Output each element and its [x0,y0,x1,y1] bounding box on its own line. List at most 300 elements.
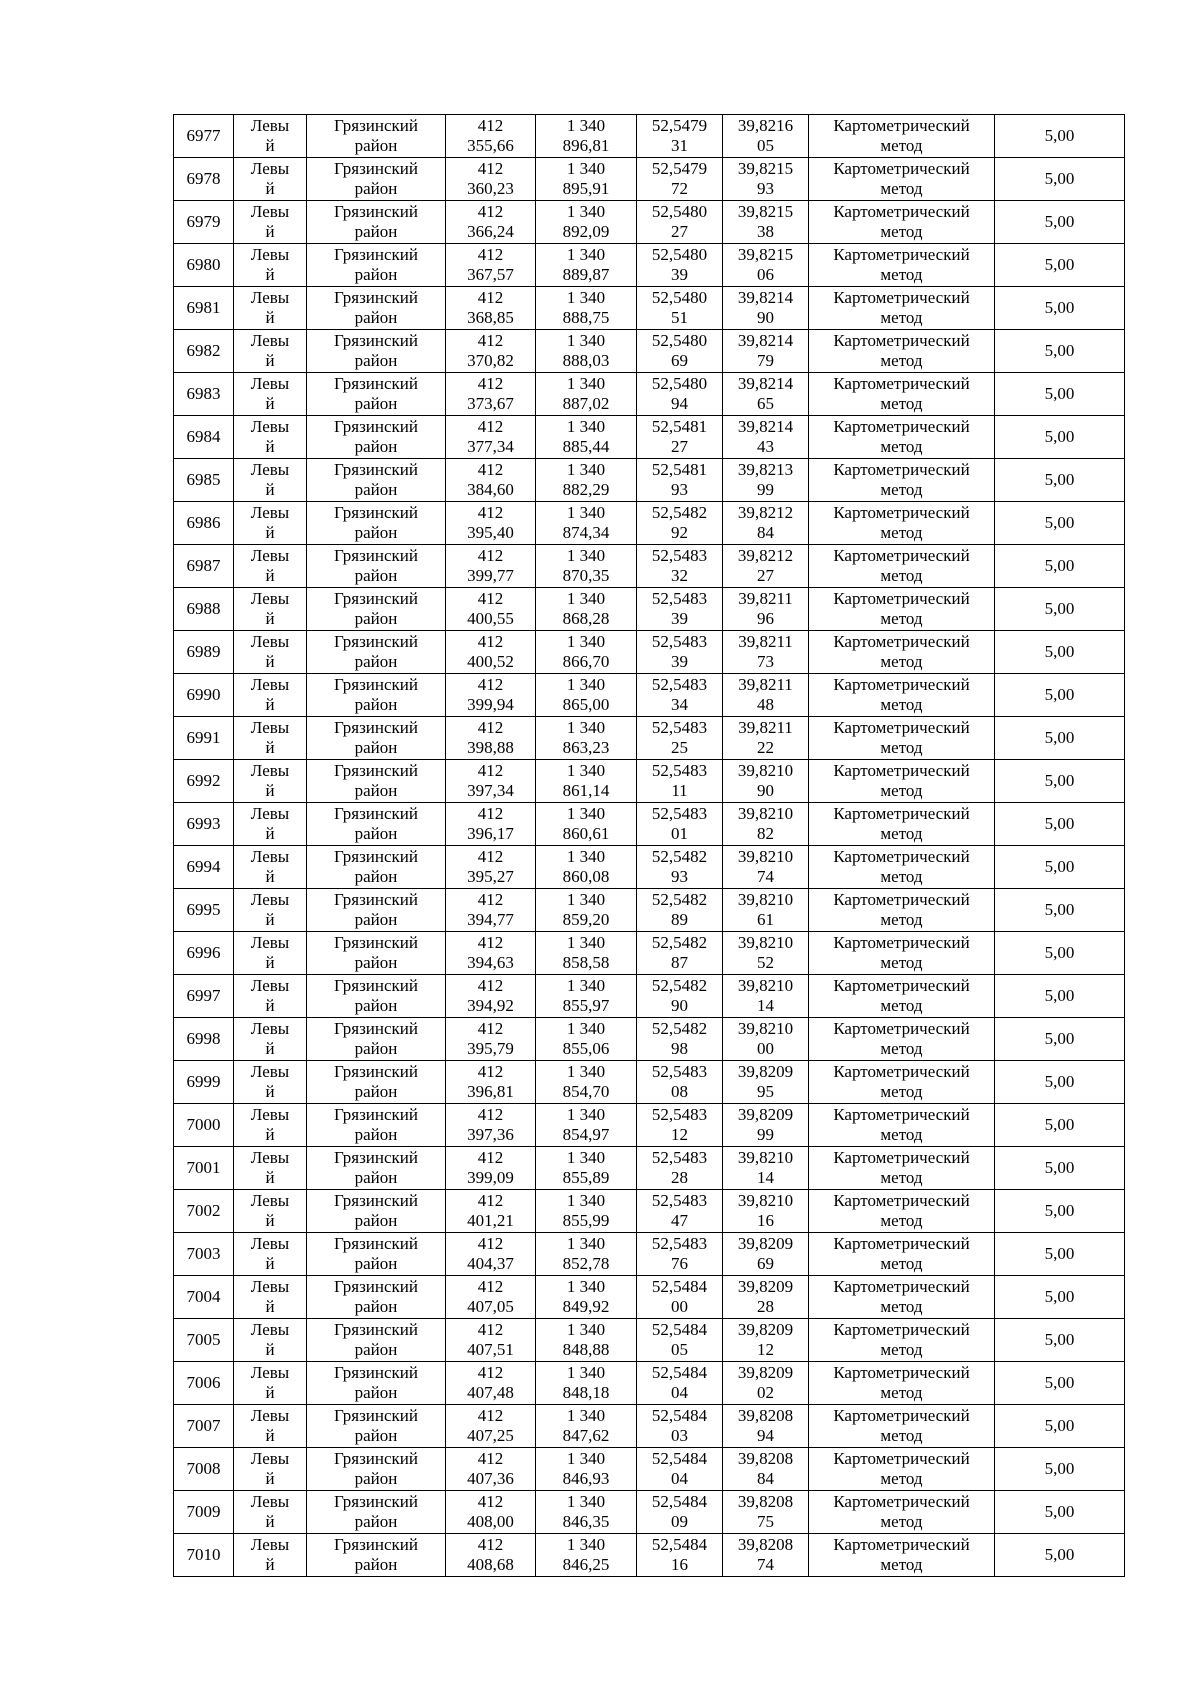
accuracy-cell: 5,00 [995,932,1125,975]
district-cell [307,846,446,889]
longitude-cell-line: 79 [757,351,774,370]
method-cell-line: Картометрический [833,202,970,221]
method-cell-line: Картометрический [833,546,970,565]
coord-x-cell [446,588,536,631]
coord-y-cell-line: 885,44 [562,437,610,456]
method-cell-line: метод [880,738,923,757]
longitude-cell [723,1319,809,1362]
longitude-cell-line: 65 [757,394,774,413]
bank-side-cell [234,1233,307,1276]
method-cell [809,1319,995,1362]
latitude-cell-line: 52,5483 [651,761,708,780]
coord-y-cell-line: 855,99 [562,1211,610,1230]
bank-side-cell [234,1104,307,1147]
coord-x-cell-line: 407,05 [467,1297,514,1316]
method-cell-line: Картометрический [833,890,970,909]
latitude-cell-line: 52,5484 [651,1449,708,1468]
district-cell [307,1448,446,1491]
coord-x-cell-line: 355,66 [467,136,514,155]
accuracy-cell: 5,00 [995,244,1125,287]
bank-side-cell [234,975,307,1018]
method-cell [809,932,995,975]
latitude-cell-line: 52,5480 [651,374,708,393]
accuracy-cell: 5,00 [995,158,1125,201]
district-cell [307,631,446,674]
method-cell-line: Картометрический [833,1449,970,1468]
accuracy-cell: 5,00 [995,889,1125,932]
coord-x-cell [446,1104,536,1147]
latitude-cell [637,1147,723,1190]
method-cell [809,717,995,760]
longitude-cell [723,760,809,803]
coord-y-cell-line: 860,61 [562,824,610,843]
coord-x-cell-line: 401,21 [467,1211,514,1230]
latitude-cell [637,459,723,502]
latitude-cell-line: 32 [671,566,688,585]
table-row [174,760,1125,803]
method-cell [809,115,995,158]
coord-x-cell [446,201,536,244]
bank-side-cell-line: й [265,1469,275,1488]
longitude-cell-line: 39,8210 [737,933,794,952]
bank-side-cell-line: Левы [250,933,290,952]
bank-side-cell [234,502,307,545]
coord-x-cell-line: 412 [477,1449,504,1468]
longitude-cell [723,1276,809,1319]
coord-y-cell-line: 1 340 [566,503,606,522]
coord-x-cell-line: 394,92 [467,996,514,1015]
coord-x-cell [446,115,536,158]
latitude-cell-line: 52,5483 [651,1234,708,1253]
coord-x-cell-line: 400,55 [467,609,514,628]
bank-side-cell-line: Левы [250,890,290,909]
table-row [174,932,1125,975]
coord-y-cell [536,760,637,803]
point-number-cell: 7007 [174,1405,234,1448]
bank-side-cell-line: Левы [250,1105,290,1124]
bank-side-cell-line: Левы [250,1234,290,1253]
bank-side-cell [234,889,307,932]
longitude-cell-line: 39,8208 [737,1492,794,1511]
method-cell-line: Картометрический [833,933,970,952]
district-cell [307,502,446,545]
coord-y-cell-line: 887,02 [562,394,610,413]
method-cell-line: метод [880,1340,923,1359]
latitude-cell [637,674,723,717]
coord-x-cell [446,631,536,674]
accuracy-cell: 5,00 [995,803,1125,846]
latitude-cell-line: 31 [671,136,688,155]
coord-y-cell [536,459,637,502]
district-cell-line: район [354,179,398,198]
district-cell-line: район [354,824,398,843]
latitude-cell [637,1491,723,1534]
coord-y-cell-line: 1 340 [566,1105,606,1124]
longitude-cell-line: 39,8214 [737,374,794,393]
method-cell [809,1491,995,1534]
method-cell-line: Картометрический [833,1105,970,1124]
latitude-cell [637,889,723,932]
coord-y-cell-line: 1 340 [566,1492,606,1511]
latitude-cell-line: 52,5484 [651,1492,708,1511]
district-cell-line: Грязинский [334,1105,418,1124]
coord-x-cell-line: 412 [477,374,504,393]
bank-side-cell-line: й [265,1125,275,1144]
latitude-cell-line: 52,5484 [651,1535,708,1554]
bank-side-cell-line: Левы [250,116,290,135]
method-cell-line: Картометрический [833,331,970,350]
coord-y-cell [536,330,637,373]
coord-x-cell-line: 412 [477,847,504,866]
longitude-cell-line: 28 [757,1297,774,1316]
coord-x-cell-line: 395,40 [467,523,514,542]
method-cell-line: Картометрический [833,1019,970,1038]
bank-side-cell [234,459,307,502]
bank-side-cell-line: й [265,996,275,1015]
longitude-cell [723,115,809,158]
coord-y-cell-line: 1 340 [566,589,606,608]
coord-x-cell-line: 407,36 [467,1469,514,1488]
coord-x-cell [446,803,536,846]
longitude-cell-line: 39,8210 [737,1191,794,1210]
longitude-cell-line: 39,8211 [738,675,793,694]
coord-x-cell-line: 412 [477,331,504,350]
district-cell-line: район [354,308,398,327]
method-cell-line: Картометрический [833,847,970,866]
longitude-cell-line: 39,8211 [738,718,793,737]
method-cell-line: метод [880,1512,923,1531]
longitude-cell-line: 06 [757,265,774,284]
longitude-cell-line: 38 [757,222,774,241]
point-number-cell: 7000 [174,1104,234,1147]
accuracy-cell: 5,00 [995,846,1125,889]
longitude-cell-line: 02 [757,1383,774,1402]
coord-x-cell [446,373,536,416]
method-cell-line: метод [880,996,923,1015]
bank-side-cell [234,373,307,416]
method-cell-line: Картометрический [833,1191,970,1210]
bank-side-cell-line: Левы [250,374,290,393]
coord-x-cell [446,1018,536,1061]
coord-y-cell [536,846,637,889]
coord-x-cell-line: 399,94 [467,695,514,714]
method-cell-line: метод [880,1125,923,1144]
latitude-cell-line: 04 [671,1469,688,1488]
point-number-cell: 6985 [174,459,234,502]
bank-side-cell [234,201,307,244]
longitude-cell-line: 39,8211 [738,589,793,608]
coord-x-cell-line: 396,17 [467,824,514,843]
bank-side-cell [234,588,307,631]
latitude-cell-line: 52,5480 [651,202,708,221]
latitude-cell [637,1190,723,1233]
bank-side-cell-line: й [265,781,275,800]
district-cell-line: район [354,1125,398,1144]
district-cell-line: Грязинский [334,1320,418,1339]
method-cell-line: метод [880,953,923,972]
bank-side-cell-line: Левы [250,503,290,522]
district-cell-line: Грязинский [334,804,418,823]
latitude-cell-line: 34 [671,695,688,714]
point-number-cell: 7002 [174,1190,234,1233]
coord-x-cell-line: 367,57 [467,265,514,284]
accuracy-cell: 5,00 [995,1319,1125,1362]
bank-side-cell-line: Левы [250,288,290,307]
longitude-cell [723,244,809,287]
coord-y-cell [536,588,637,631]
bank-side-cell [234,1190,307,1233]
longitude-cell-line: 39,8210 [737,1019,794,1038]
table-row [174,1276,1125,1319]
longitude-cell-line: 39,8214 [737,417,794,436]
longitude-cell [723,459,809,502]
longitude-cell-line: 39,8210 [737,804,794,823]
method-cell [809,1104,995,1147]
latitude-cell-line: 52,5479 [651,159,708,178]
point-number-cell: 6981 [174,287,234,330]
table-row [174,1319,1125,1362]
longitude-cell [723,932,809,975]
longitude-cell-line: 39,8208 [737,1449,794,1468]
method-cell-line: метод [880,566,923,585]
coord-y-cell-line: 848,88 [562,1340,610,1359]
longitude-cell-line: 14 [757,1168,774,1187]
coord-y-cell-line: 1 340 [566,1320,606,1339]
coord-y-cell-line: 861,14 [562,781,610,800]
longitude-cell-line: 12 [757,1340,774,1359]
district-cell [307,416,446,459]
coord-y-cell-line: 870,35 [562,566,610,585]
point-number-cell: 6991 [174,717,234,760]
coord-y-cell-line: 1 340 [566,890,606,909]
method-cell [809,1276,995,1319]
coord-x-cell-line: 412 [477,1191,504,1210]
latitude-cell [637,158,723,201]
district-cell-line: Грязинский [334,847,418,866]
table-row [174,1405,1125,1448]
latitude-cell-line: 52,5483 [651,1191,708,1210]
district-cell [307,588,446,631]
accuracy-cell: 5,00 [995,588,1125,631]
table-row [174,416,1125,459]
method-cell [809,1233,995,1276]
method-cell-line: Картометрический [833,632,970,651]
longitude-cell-line: 22 [757,738,774,757]
longitude-cell-line: 52 [757,953,774,972]
longitude-cell [723,1491,809,1534]
method-cell-line: Картометрический [833,1406,970,1425]
district-cell [307,975,446,1018]
latitude-cell-line: 00 [671,1297,688,1316]
district-cell-line: Грязинский [334,1449,418,1468]
latitude-cell-line: 98 [671,1039,688,1058]
bank-side-cell-line: Левы [250,417,290,436]
latitude-cell [637,416,723,459]
district-cell-line: район [354,566,398,585]
table-row [174,674,1125,717]
table-row [174,1534,1125,1577]
latitude-cell-line: 27 [671,437,688,456]
method-cell-line: Картометрический [833,1492,970,1511]
coord-x-cell-line: 373,67 [467,394,514,413]
accuracy-cell: 5,00 [995,1448,1125,1491]
point-number-cell: 7001 [174,1147,234,1190]
district-cell-line: район [354,867,398,886]
district-cell [307,760,446,803]
bank-side-cell-line: й [265,1340,275,1359]
latitude-cell-line: 52,5482 [651,503,708,522]
district-cell-line: район [354,351,398,370]
coord-x-cell-line: 412 [477,503,504,522]
latitude-cell-line: 94 [671,394,688,413]
bank-side-cell-line: Левы [250,159,290,178]
coord-y-cell-line: 1 340 [566,202,606,221]
coord-x-cell-line: 397,34 [467,781,514,800]
point-number-cell: 6989 [174,631,234,674]
longitude-cell-line: 00 [757,1039,774,1058]
bank-side-cell [234,803,307,846]
latitude-cell-line: 16 [671,1555,688,1574]
method-cell [809,545,995,588]
longitude-cell [723,803,809,846]
coord-y-cell-line: 1 340 [566,718,606,737]
method-cell-line: Картометрический [833,718,970,737]
method-cell [809,889,995,932]
bank-side-cell-line: й [265,953,275,972]
bank-side-cell-line: й [265,910,275,929]
method-cell [809,588,995,631]
method-cell [809,416,995,459]
bank-side-cell [234,158,307,201]
table-row [174,717,1125,760]
coord-y-cell-line: 1 340 [566,804,606,823]
coord-y-cell-line: 892,09 [562,222,610,241]
bank-side-cell [234,1018,307,1061]
district-cell-line: район [354,1039,398,1058]
accuracy-cell: 5,00 [995,201,1125,244]
point-number-cell: 6992 [174,760,234,803]
longitude-cell-line: 39,8210 [737,976,794,995]
district-cell-line: район [354,652,398,671]
method-cell-line: метод [880,480,923,499]
latitude-cell-line: 72 [671,179,688,198]
latitude-cell-line: 01 [671,824,688,843]
coord-x-cell [446,717,536,760]
accuracy-cell: 5,00 [995,1018,1125,1061]
method-cell-line: метод [880,222,923,241]
method-cell-line: Картометрический [833,1148,970,1167]
longitude-cell [723,631,809,674]
district-cell-line: Грязинский [334,632,418,651]
longitude-cell [723,373,809,416]
district-cell [307,1061,446,1104]
coord-y-cell-line: 1 340 [566,632,606,651]
coord-x-cell-line: 412 [477,460,504,479]
coord-x-cell [446,158,536,201]
point-number-cell: 7005 [174,1319,234,1362]
table-row [174,1448,1125,1491]
coord-x-cell-line: 412 [477,1019,504,1038]
method-cell-line: метод [880,394,923,413]
accuracy-cell: 5,00 [995,416,1125,459]
bank-side-cell-line: й [265,480,275,499]
district-cell [307,201,446,244]
accuracy-cell: 5,00 [995,287,1125,330]
district-cell [307,545,446,588]
method-cell-line: Картометрический [833,675,970,694]
latitude-cell-line: 03 [671,1426,688,1445]
method-cell [809,1018,995,1061]
table-row [174,502,1125,545]
point-number-cell: 6983 [174,373,234,416]
accuracy-cell: 5,00 [995,1104,1125,1147]
coord-x-cell-line: 412 [477,245,504,264]
longitude-cell [723,1233,809,1276]
point-number-cell: 6986 [174,502,234,545]
district-cell-line: район [354,394,398,413]
latitude-cell [637,975,723,1018]
latitude-cell-line: 76 [671,1254,688,1273]
district-cell-line: Грязинский [334,1363,418,1382]
table-row [174,1491,1125,1534]
longitude-cell [723,1534,809,1577]
latitude-cell-line: 52,5483 [651,1148,708,1167]
district-cell [307,158,446,201]
latitude-cell-line: 52,5481 [651,417,708,436]
bank-side-cell-line: й [265,1082,275,1101]
bank-side-cell-line: й [265,1512,275,1531]
bank-side-cell-line: й [265,1211,275,1230]
bank-side-cell [234,1534,307,1577]
latitude-cell-line: 52,5480 [651,331,708,350]
bank-side-cell-line: Левы [250,589,290,608]
coord-y-cell-line: 1 340 [566,546,606,565]
coord-x-cell-line: 407,48 [467,1383,514,1402]
method-cell-line: метод [880,652,923,671]
latitude-cell-line: 52,5483 [651,1105,708,1124]
district-cell-line: район [354,1340,398,1359]
method-cell [809,459,995,502]
longitude-cell-line: 39,8216 [737,116,794,135]
longitude-cell-line: 84 [757,1469,774,1488]
accuracy-cell: 5,00 [995,1061,1125,1104]
bank-side-cell [234,1319,307,1362]
latitude-cell-line: 52,5484 [651,1320,708,1339]
coord-x-cell [446,1147,536,1190]
coord-x-cell-line: 404,37 [467,1254,514,1273]
latitude-cell [637,1276,723,1319]
latitude-cell [637,803,723,846]
coord-x-cell-line: 412 [477,718,504,737]
latitude-cell [637,631,723,674]
bank-side-cell [234,1276,307,1319]
district-cell [307,932,446,975]
coord-y-cell-line: 852,78 [562,1254,610,1273]
district-cell-line: район [354,609,398,628]
method-cell [809,846,995,889]
bank-side-cell-line: Левы [250,1492,290,1511]
table-row [174,1233,1125,1276]
coord-x-cell-line: 412 [477,1234,504,1253]
method-cell [809,1147,995,1190]
table-row [174,1018,1125,1061]
accuracy-cell: 5,00 [995,373,1125,416]
coord-x-cell [446,975,536,1018]
method-cell-line: Картометрический [833,417,970,436]
coord-y-cell [536,1147,637,1190]
method-cell-line: Картометрический [833,374,970,393]
longitude-cell [723,1448,809,1491]
